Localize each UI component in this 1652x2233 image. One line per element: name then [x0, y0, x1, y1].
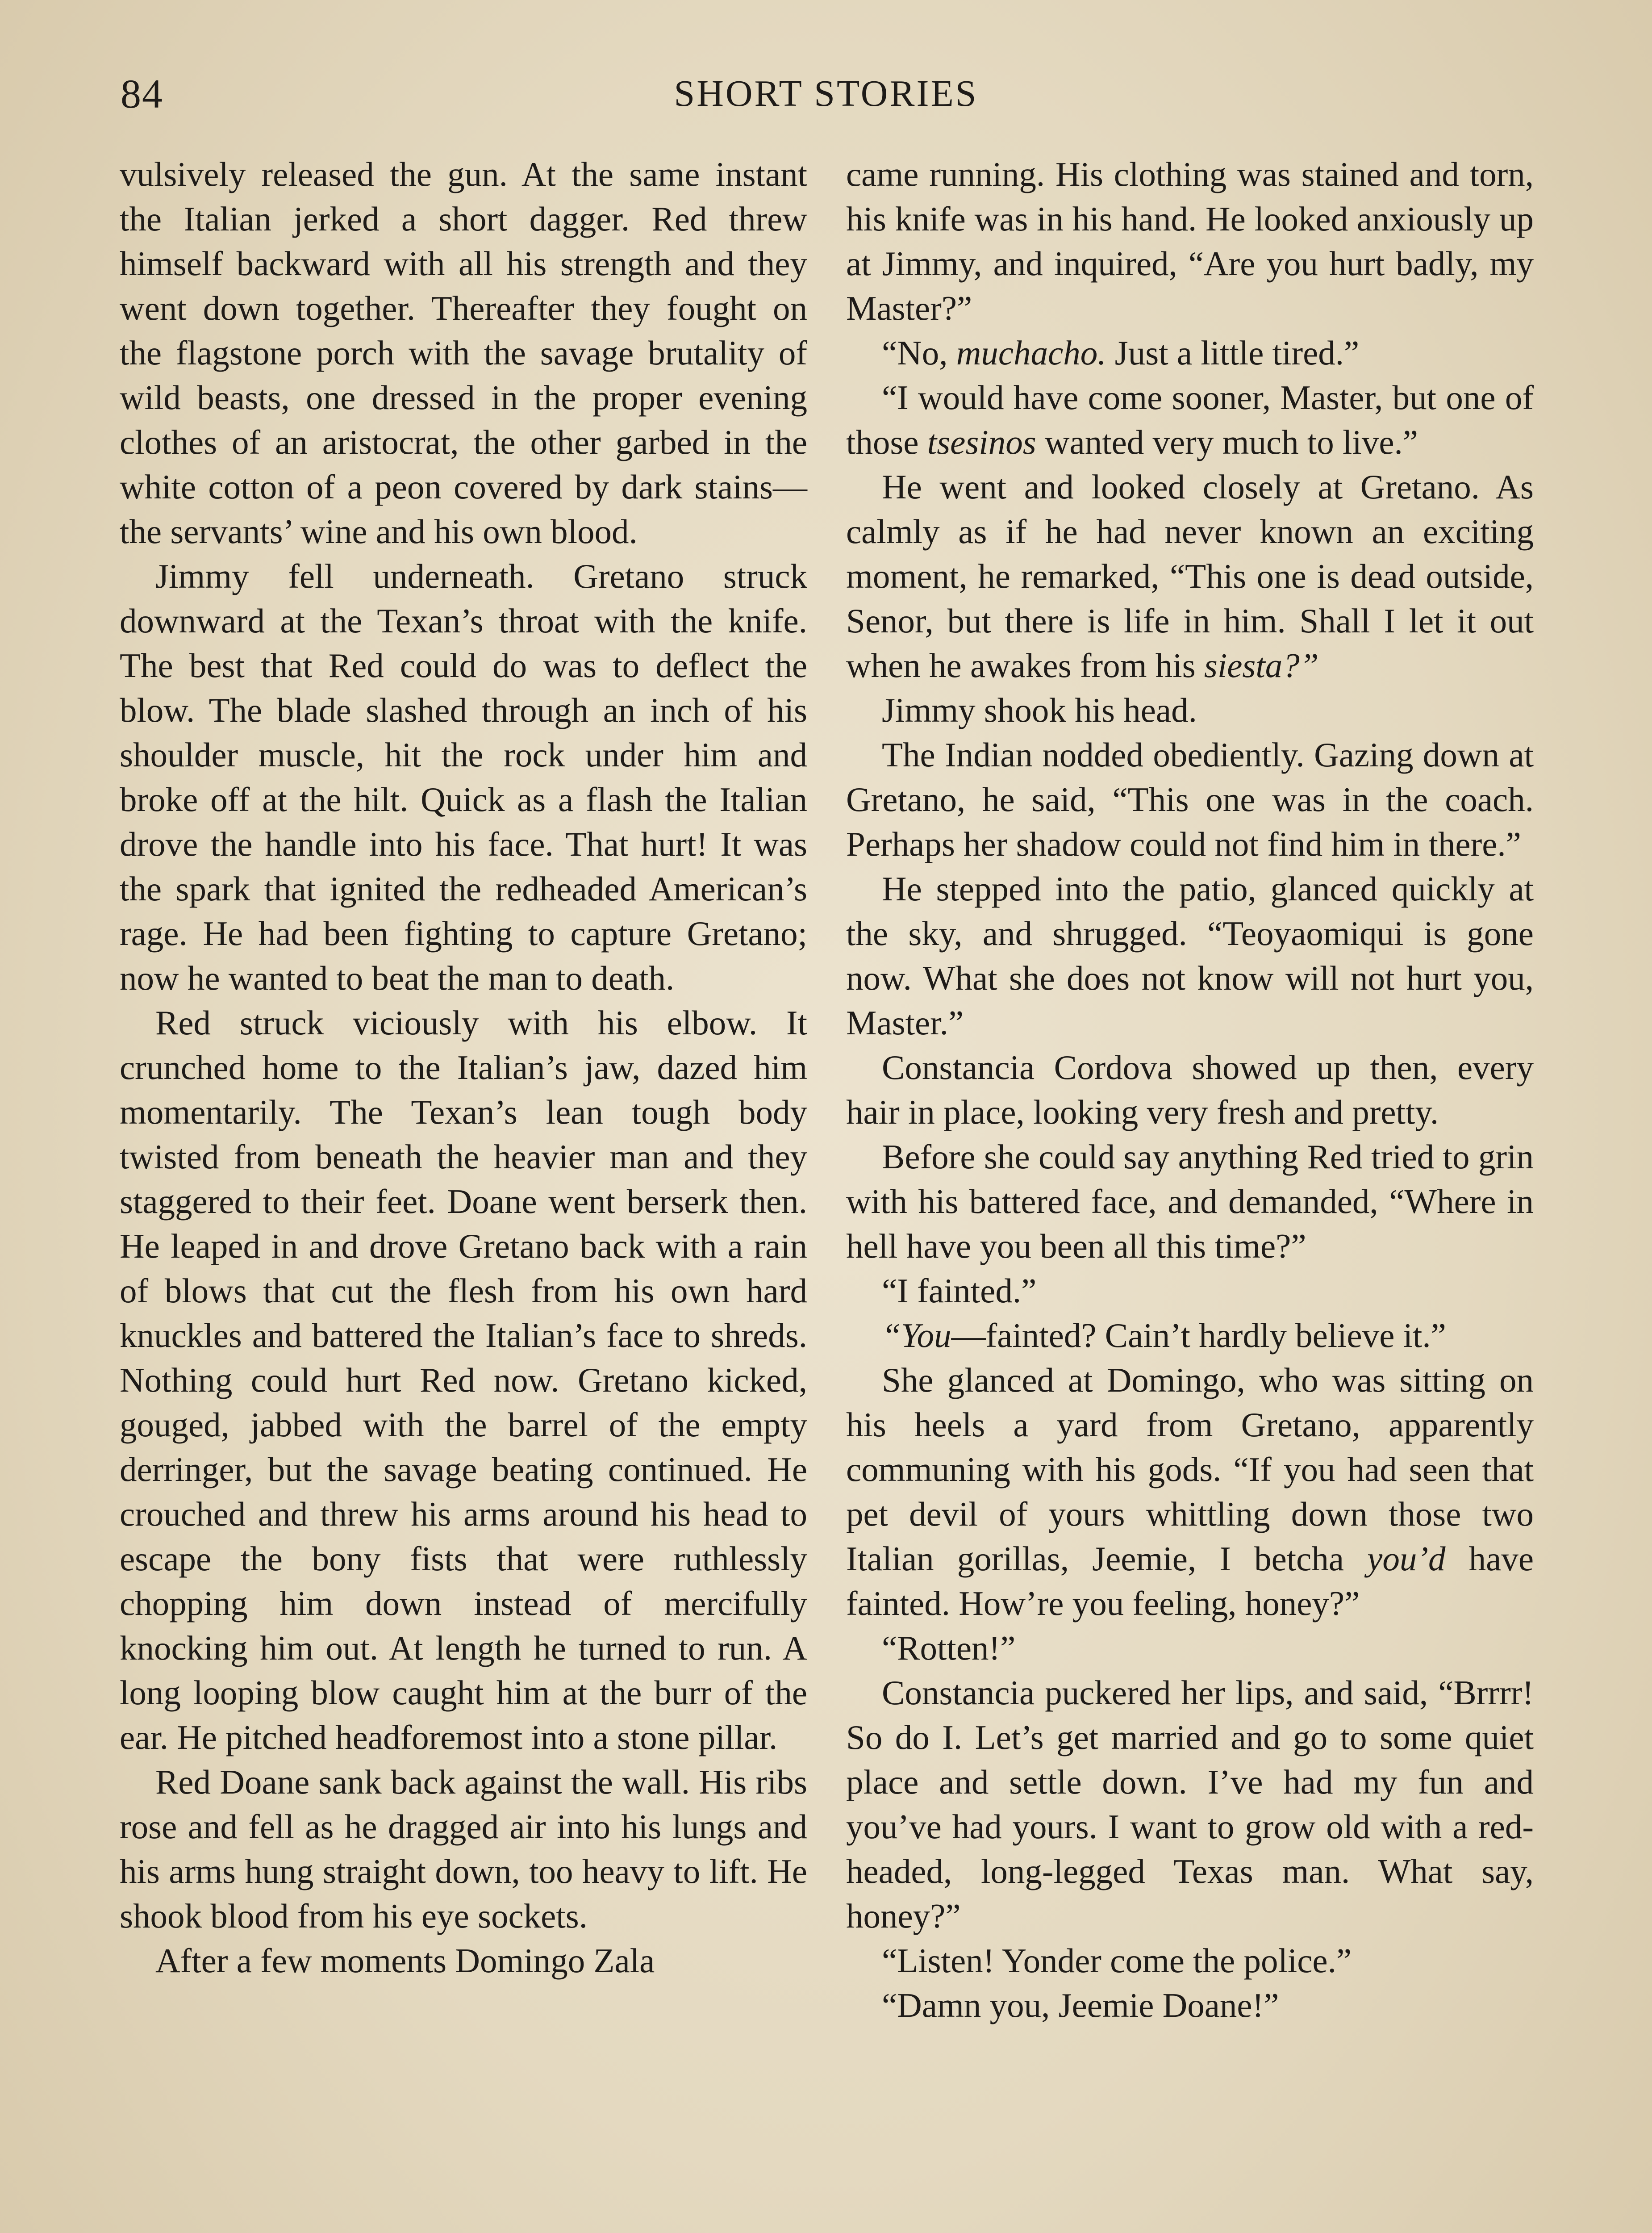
paragraph: [846, 375, 1534, 464]
left-column: [120, 152, 807, 1983]
text-run: have fainted. How’re you feeling, honey?”: [846, 1539, 1534, 1622]
paragraph: Constancia Cordova showed up then, every hair in place, looking very fresh and pretty.: [846, 1048, 1534, 1131]
paragraph: The Indian nodded obediently. Gazing down at Gretano, he said, “This one was in the coach. Perhaps her shadow could not find him in there.”: [846, 736, 1534, 863]
paragraph: After a few moments Domingo Zala: [155, 1941, 655, 1980]
paragraph: He stepped into the patio, glanced quickly at the sky, and shrugged. “Teoyaomiqui is gone now. What she does not know will not hurt you, Master.”: [846, 870, 1534, 1042]
paragraph: [846, 464, 1534, 688]
italic-word: you’d: [1367, 1539, 1446, 1578]
paragraph: Red struck viciously with his elbow. It crunched home to the Italian’s jaw, dazed him momentarily. The Texan’s lean tough body twisted from beneath the heavier man and they staggered to their feet. Doane went berserk then. He leaped in and drove Gretano back with a rain of blows that cut the flesh from his own hard knuckles and battered the Italian’s face to shreds. Nothing could hurt Red now. Gretano kicked, gouged, jabbed with the barrel of the empty derringer, but the savage beating continued. He crouched and threw his arms around his head to escape the bony fists that were ruthlessly chopping him down instead of mercifully knocking him out. At length he turned to run. A long looping blow caught him at the burr of the ear. He pitched headforemost into a stone pillar.: [120, 1004, 807, 1756]
page-number: 84: [121, 71, 163, 117]
text-run: “No,: [882, 334, 956, 372]
paragraph: [846, 330, 1534, 375]
text-run: She glanced at Domingo, who was sitting on his heels a yard from Gretano, apparently communing with his gods. “If you had seen that pet devil of yours whittling down those two Italian gorillas, Jeemie, I betcha: [846, 1361, 1534, 1578]
paragraph: Jimmy fell underneath. Gretano struck downward at the Texan’s throat with the knife. The best that Red could do was to deflect the blow. The blade slashed through an inch of his shoulder muscle, hit the rock under him and broke off at the hilt. Quick as a flash the Italian drove the handle into his face. That hurt! It was the spark that ignited the redheaded American’s rage. He had been fighting to capture Gretano; now he wanted to beat the man to death.: [120, 557, 807, 997]
magazine-title: SHORT STORIES: [674, 73, 978, 114]
italic-word: tsesinos: [927, 423, 1036, 461]
text-run: Just a little tired.”: [1106, 334, 1360, 372]
text-run: —fainted? Cain’t hardly believe it.”: [951, 1316, 1446, 1355]
italic-word: siesta?”: [1204, 646, 1319, 685]
paragraph: [846, 1358, 1534, 1626]
paragraph: [846, 1313, 1534, 1358]
paragraph: “I fainted.”: [882, 1271, 1037, 1310]
text-run: wanted very much to live.”: [1036, 423, 1418, 461]
paragraph: “Damn you, Jeemie Doane!”: [882, 1986, 1279, 2024]
paragraph: “Listen! Yonder come the police.”: [882, 1941, 1352, 1980]
paragraph: came running. His clothing was stained and torn, his knife was in his hand. He looked anxiously up at Jimmy, and inquired, “Are you hurt badly, my Master?”: [846, 155, 1534, 327]
text-run: “I would have come sooner, Master, but one of those: [846, 378, 1534, 461]
paragraph: Red Doane sank back against the wall. His ribs rose and fell as he dragged air into his lungs and his arms hung straight down, too heavy to lift. He shook blood from his eye sockets.: [120, 1763, 807, 1935]
paragraph: Constancia puckered her lips, and said, “Brrrr! So do I. Let’s get married and go to some quiet place and settle down. I’ve had my fun and you’ve had yours. I want to grow old with a red-headed, long-legged Texas man. What say, honey?”: [846, 1673, 1534, 1935]
paragraph: Jimmy shook his head.: [882, 691, 1197, 729]
paragraph: “Rotten!”: [882, 1629, 1016, 1667]
running-head: [121, 67, 1531, 121]
text-run: He went and looked closely at Gretano. As calmly as if he had never known an exciting moment, he remarked, “This one is dead outside, Senor, but there is life in him. Shall I let it out when he awakes from his: [846, 468, 1534, 685]
paragraph: vulsively released the gun. At the same instant the Italian jerked a short dagger. Red threw himself backward with all his strength and they went down together. Thereafter they fought on the flagstone porch with the savage brutality of wild beasts, one dressed in the proper evening clothes of an aristocrat, the other garbed in the white cotton of a peon covered by dark stains—the servants’ wine and his own blood.: [120, 155, 807, 551]
italic-word: “You: [882, 1316, 951, 1355]
italic-word: muchacho.: [956, 334, 1106, 372]
paragraph: Before she could say anything Red tried to grin with his battered face, and demanded, “Where in hell have you been all this time?”: [846, 1137, 1534, 1265]
right-column: [846, 152, 1534, 2028]
